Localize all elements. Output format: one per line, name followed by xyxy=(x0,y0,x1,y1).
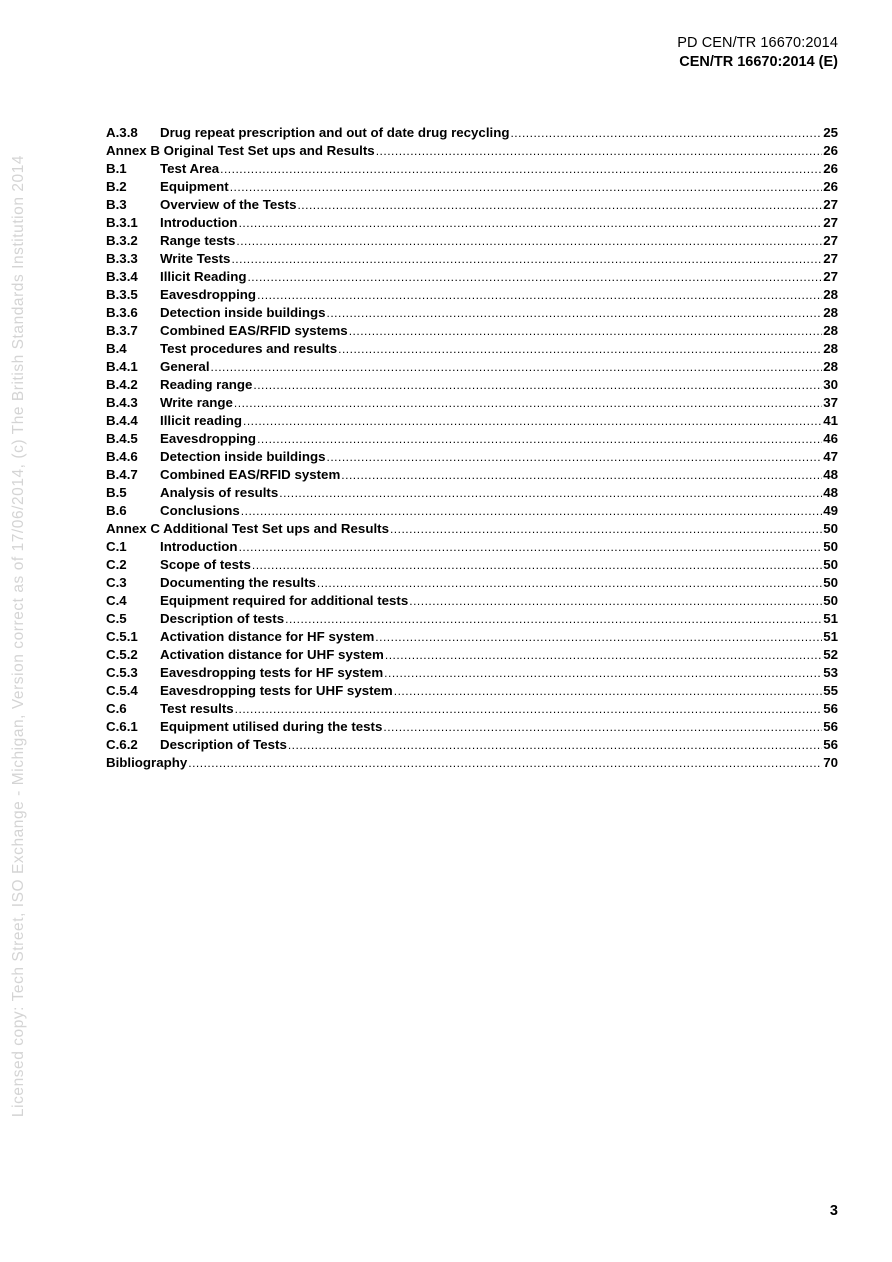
toc-entry-page: 50 xyxy=(823,593,838,608)
toc-dot-leader xyxy=(211,358,823,376)
toc-entry-page: 28 xyxy=(823,341,838,356)
toc-entry-number: A.3.8 xyxy=(106,125,138,140)
toc-entry[interactable] xyxy=(106,232,838,250)
toc-entry-number: B.6 xyxy=(106,503,127,518)
toc-entry-title: Illicit Reading xyxy=(160,269,247,284)
toc-dot-leader xyxy=(390,520,822,538)
toc-entry-number: B.3.3 xyxy=(106,251,138,266)
toc-entry-page: 28 xyxy=(823,287,838,302)
toc-entry[interactable] xyxy=(106,286,838,304)
toc-entry-number: C.3 xyxy=(106,575,127,590)
toc-entry-page: 51 xyxy=(823,629,838,644)
toc-entry-page: 52 xyxy=(823,647,838,662)
toc-entry-number: C.6.2 xyxy=(106,737,138,752)
toc-entry-title: Write range xyxy=(160,395,233,410)
toc-dot-leader xyxy=(253,376,822,394)
toc-entry-title: Detection inside buildings xyxy=(160,449,326,464)
toc-entry-title: Description of tests xyxy=(160,611,285,626)
toc-entry-number: C.5.1 xyxy=(106,629,138,644)
toc-entry-title: Bibliography xyxy=(106,755,188,770)
toc-entry[interactable] xyxy=(106,610,838,628)
page-number: 3 xyxy=(829,1203,838,1219)
toc-entry[interactable] xyxy=(106,340,838,358)
toc-entry-page: 26 xyxy=(823,179,838,194)
toc-entry-number: C.5.3 xyxy=(106,665,138,680)
toc-entry-number: B.4.7 xyxy=(106,467,138,482)
toc-entry[interactable] xyxy=(106,358,838,376)
toc-dot-leader xyxy=(220,160,822,178)
toc-entry-page: 26 xyxy=(823,143,838,158)
toc-entry-title: Description of Tests xyxy=(160,737,287,752)
toc-entry-number: B.4 xyxy=(106,341,127,356)
toc-dot-leader xyxy=(341,466,822,484)
toc-entry-number: B.3.4 xyxy=(106,269,138,284)
toc-dot-leader xyxy=(326,304,822,322)
toc-entry[interactable] xyxy=(106,520,838,538)
toc-entry-title: Range tests xyxy=(160,233,236,248)
toc-entry-number: C.6.1 xyxy=(106,719,138,734)
toc-dot-leader xyxy=(257,430,822,448)
toc-entry[interactable] xyxy=(106,178,838,196)
toc-entry-page: 49 xyxy=(823,503,838,518)
toc-entry-title: Reading range xyxy=(160,377,253,392)
toc-entry-page: 53 xyxy=(823,665,838,680)
toc-dot-leader xyxy=(338,340,822,358)
toc-entry-page: 26 xyxy=(823,161,838,176)
toc-entry-title: Eavesdropping tests for HF system xyxy=(160,665,384,680)
toc-entry-page: 56 xyxy=(823,737,838,752)
toc-dot-leader xyxy=(239,538,823,556)
toc-entry-title: Analysis of results xyxy=(160,485,279,500)
toc-entry-number: B.4.4 xyxy=(106,413,138,428)
toc-entry-title: Combined EAS/RFID system xyxy=(160,467,341,482)
toc-entry-page: 50 xyxy=(823,557,838,572)
toc-entry-page: 25 xyxy=(823,125,838,140)
toc-entry-title: Combined EAS/RFID systems xyxy=(160,323,348,338)
toc-dot-leader xyxy=(188,754,822,772)
toc-dot-leader xyxy=(252,556,822,574)
toc-dot-leader xyxy=(288,736,822,754)
toc-dot-leader xyxy=(510,124,822,142)
toc-entry-page: 27 xyxy=(823,197,838,212)
toc-dot-leader xyxy=(349,322,823,340)
toc-entry-title: Detection inside buildings xyxy=(160,305,326,320)
document-reference: PD CEN/TR 16670:2014 xyxy=(677,35,838,51)
toc-entry-page: 50 xyxy=(823,521,838,536)
toc-entry[interactable] xyxy=(106,448,838,466)
toc-entry[interactable] xyxy=(106,160,838,178)
toc-dot-leader xyxy=(243,412,822,430)
toc-entry-number: C.4 xyxy=(106,593,127,608)
toc-entry-number: B.4.3 xyxy=(106,395,138,410)
toc-entry-title: Eavesdropping xyxy=(160,287,257,302)
toc-entry-page: 27 xyxy=(823,233,838,248)
toc-dot-leader xyxy=(384,664,822,682)
toc-entry-page: 47 xyxy=(823,449,838,464)
page-header xyxy=(677,34,838,72)
toc-dot-leader xyxy=(317,574,822,592)
toc-dot-leader xyxy=(230,178,823,196)
toc-dot-leader xyxy=(241,502,822,520)
toc-entry-title: Overview of the Tests xyxy=(160,197,297,212)
toc-entry-page: 28 xyxy=(823,323,838,338)
toc-entry-number: B.4.1 xyxy=(106,359,138,374)
toc-entry-number: B.2 xyxy=(106,179,127,194)
toc-dot-leader xyxy=(257,286,822,304)
toc-entry-title: Drug repeat prescription and out of date drug recycling xyxy=(160,125,510,140)
toc-entry-title: Introduction xyxy=(160,215,238,230)
toc-entry-page: 37 xyxy=(823,395,838,410)
toc-entry-number: B.3.5 xyxy=(106,287,138,302)
toc-entry[interactable] xyxy=(106,376,838,394)
toc-entry[interactable] xyxy=(106,700,838,718)
toc-entry[interactable] xyxy=(106,322,838,340)
toc-entry-title: Test procedures and results xyxy=(160,341,338,356)
toc-dot-leader xyxy=(231,250,822,268)
toc-entry[interactable] xyxy=(106,412,838,430)
toc-entry-title: Annex C Additional Test Set ups and Results xyxy=(106,521,389,536)
toc-entry-page: 28 xyxy=(823,359,838,374)
toc-entry-page: 27 xyxy=(823,251,838,266)
toc-entry[interactable] xyxy=(106,628,838,646)
toc-entry-number: B.3 xyxy=(106,197,127,212)
toc-entry-page: 46 xyxy=(823,431,838,446)
toc-entry-page: 50 xyxy=(823,539,838,554)
toc-dot-leader xyxy=(376,142,823,160)
toc-dot-leader xyxy=(236,232,822,250)
toc-dot-leader xyxy=(394,682,822,700)
toc-dot-leader xyxy=(279,484,822,502)
toc-dot-leader xyxy=(385,646,822,664)
toc-dot-leader xyxy=(409,592,822,610)
toc-entry-page: 27 xyxy=(823,215,838,230)
toc-entry-title: Conclusions xyxy=(160,503,240,518)
toc-dot-leader xyxy=(239,214,823,232)
toc-entry[interactable] xyxy=(106,682,838,700)
toc-entry-page: 41 xyxy=(823,413,838,428)
toc-entry[interactable] xyxy=(106,124,838,142)
toc-entry-number: C.5 xyxy=(106,611,127,626)
toc-dot-leader xyxy=(297,196,822,214)
toc-entry[interactable] xyxy=(106,664,838,682)
toc-entry[interactable] xyxy=(106,538,838,556)
toc-entry-title: Equipment required for additional tests xyxy=(160,593,409,608)
toc-entry-number: C.1 xyxy=(106,539,127,554)
toc-entry[interactable] xyxy=(106,484,838,502)
toc-dot-leader xyxy=(247,268,822,286)
toc-entry[interactable] xyxy=(106,646,838,664)
toc-entry-title: Test Area xyxy=(160,161,220,176)
toc-entry[interactable] xyxy=(106,754,838,772)
toc-entry[interactable] xyxy=(106,736,838,754)
toc-entry-title: Eavesdropping tests for UHF system xyxy=(160,683,393,698)
toc-dot-leader xyxy=(234,394,822,412)
toc-entry-number: B.3.1 xyxy=(106,215,138,230)
toc-entry[interactable] xyxy=(106,250,838,268)
toc-entry-number: B.3.7 xyxy=(106,323,138,338)
toc-entry-title: Equipment utilised during the tests xyxy=(160,719,383,734)
toc-entry-title: Introduction xyxy=(160,539,238,554)
toc-entry-page: 51 xyxy=(823,611,838,626)
toc-entry-page: 30 xyxy=(823,377,838,392)
toc-entry-title: Scope of tests xyxy=(160,557,251,572)
toc-entry[interactable] xyxy=(106,304,838,322)
toc-entry-page: 56 xyxy=(823,701,838,716)
toc-entry-number: B.4.5 xyxy=(106,431,138,446)
toc-entry-page: 70 xyxy=(823,755,838,770)
toc-entry[interactable] xyxy=(106,196,838,214)
table-of-contents xyxy=(106,124,838,772)
toc-entry-number: C.6 xyxy=(106,701,127,716)
toc-entry-number: B.4.6 xyxy=(106,449,138,464)
toc-entry-title: Annex B Original Test Set ups and Results xyxy=(106,143,375,158)
toc-dot-leader xyxy=(375,628,822,646)
toc-entry-title: Illicit reading xyxy=(160,413,243,428)
toc-entry-number: B.3.2 xyxy=(106,233,138,248)
toc-entry-title: Write Tests xyxy=(160,251,231,266)
toc-entry[interactable] xyxy=(106,430,838,448)
toc-entry[interactable] xyxy=(106,592,838,610)
toc-entry[interactable] xyxy=(106,574,838,592)
toc-entry-page: 55 xyxy=(823,683,838,698)
toc-entry[interactable] xyxy=(106,268,838,286)
toc-entry-page: 50 xyxy=(823,575,838,590)
toc-entry[interactable] xyxy=(106,394,838,412)
toc-entry-number: B.1 xyxy=(106,161,127,176)
toc-entry-title: Documenting the results xyxy=(160,575,316,590)
toc-entry[interactable] xyxy=(106,718,838,736)
toc-dot-leader xyxy=(326,448,822,466)
toc-entry-number: B.3.6 xyxy=(106,305,138,320)
toc-entry-title: General xyxy=(160,359,210,374)
toc-dot-leader xyxy=(285,610,822,628)
toc-entry-title: Eavesdropping xyxy=(160,431,257,446)
toc-entry-number: C.2 xyxy=(106,557,127,572)
toc-entry[interactable] xyxy=(106,502,838,520)
toc-entry-number: B.4.2 xyxy=(106,377,138,392)
toc-entry[interactable] xyxy=(106,142,838,160)
toc-dot-leader xyxy=(235,700,823,718)
toc-entry-number: C.5.4 xyxy=(106,683,138,698)
toc-entry-page: 48 xyxy=(823,485,838,500)
toc-entry-number: C.5.2 xyxy=(106,647,138,662)
toc-entry[interactable] xyxy=(106,466,838,484)
toc-entry[interactable] xyxy=(106,214,838,232)
document-designation: CEN/TR 16670:2014 (E) xyxy=(679,54,838,70)
toc-entry-page: 28 xyxy=(823,305,838,320)
toc-dot-leader xyxy=(383,718,822,736)
toc-entry-page: 27 xyxy=(823,269,838,284)
license-watermark: Licensed copy: Tech Street, ISO Exchange - Michigan, Version correct as of 17/06/2014, (c) The British Standards Institution 2014 xyxy=(10,154,27,1118)
toc-entry-title: Activation distance for HF system xyxy=(160,629,375,644)
toc-entry-page: 56 xyxy=(823,719,838,734)
toc-entry[interactable] xyxy=(106,556,838,574)
toc-entry-title: Test results xyxy=(160,701,234,716)
toc-entry-number: B.5 xyxy=(106,485,127,500)
toc-entry-title: Activation distance for UHF system xyxy=(160,647,384,662)
toc-entry-title: Equipment xyxy=(160,179,229,194)
toc-entry-page: 48 xyxy=(823,467,838,482)
